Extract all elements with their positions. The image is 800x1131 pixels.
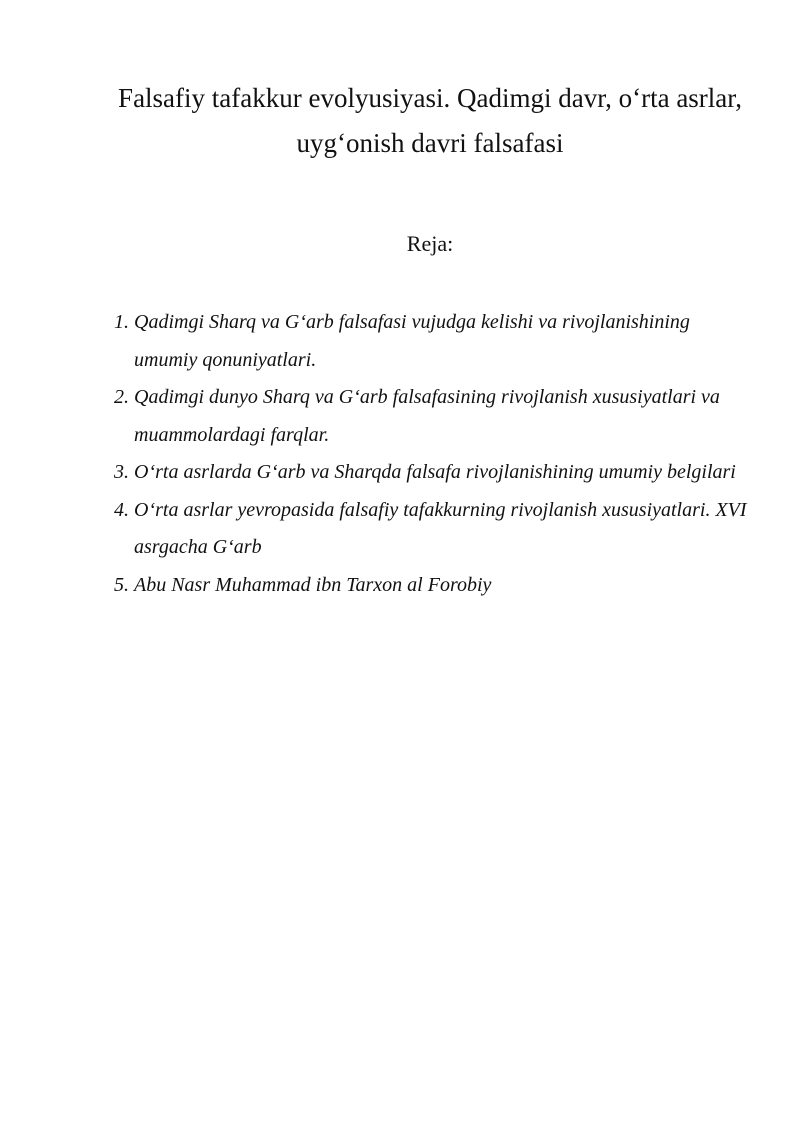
plan-item-number: 4. [114,498,129,521]
plan-item-text: O‘rta asrlarda G‘arb va Sharqda falsafa rivojlanishining umumiy belgilari [134,461,736,483]
plan-item-5 [114,567,750,605]
plan-item-number: 3. [114,461,129,483]
plan-item-number: 2. [114,386,129,408]
plan-item-text: Qadimgi dunyo Sharq va G‘arb falsafasining rivojlanish xususiyatlari va muammolardagi farqlar. [134,386,720,446]
plan-item-1 [114,304,750,379]
plan-list [114,304,750,604]
plan-item-text: Abu Nasr Muhammad ibn Tarxon al Forobiy [134,573,492,596]
plan-item-text: Qadimgi Sharq va G‘arb falsafasi vujudga kelishi va rivojlanishining umumiy qonuniyatlari. [134,311,690,371]
plan-item-number: 5. [114,573,129,596]
plan-item-text: O‘rta asrlar yevropasida falsafiy tafakkurning rivojlanish xususiyatlari. XVI asrgacha G‘arb [134,498,747,558]
plan-item-2 [114,379,750,454]
plan-heading: Reja: [406,231,454,256]
document-title: Falsafiy tafakkur evolyusiyasi. Qadimgi davr, o‘rta asrlar, uyg‘onish davri falsafasi [118,83,742,158]
plan-item-number: 1. [114,311,129,333]
plan-item-4 [114,492,750,567]
plan-item-3 [114,454,750,492]
